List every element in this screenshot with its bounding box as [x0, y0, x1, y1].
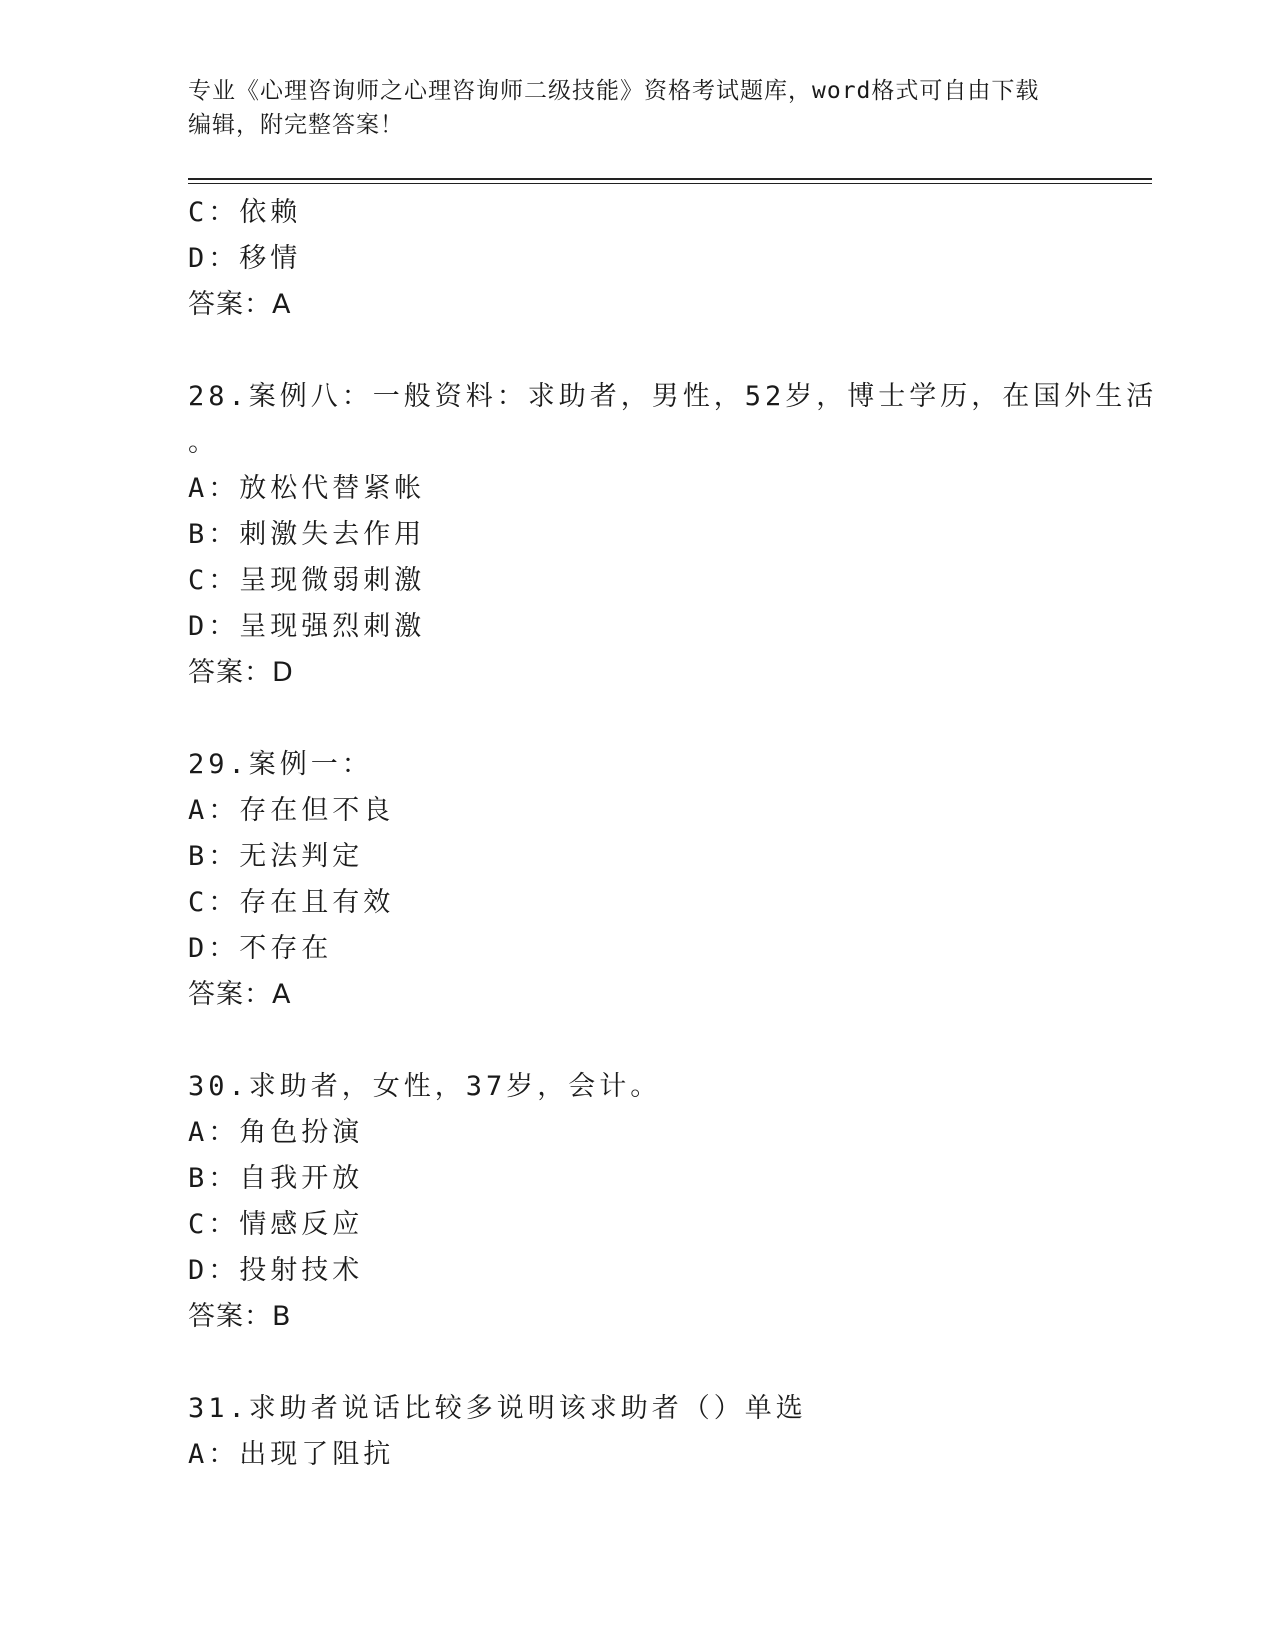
question-block-30: [188, 1064, 1088, 1340]
question-block-29: [188, 742, 1088, 1018]
question-text: 30.求助者，女性，37岁，会计。: [188, 1071, 662, 1102]
question-text: 31.求助者说话比较多说明该求助者（）单选: [188, 1393, 807, 1424]
header-divider-thick: [188, 178, 1152, 180]
option-d: D：移情: [188, 243, 302, 274]
option-b: B：刺激失去作用: [188, 519, 426, 550]
question-text: 29.案例一：: [188, 749, 373, 780]
option-a: A：出现了阻抗: [188, 1439, 395, 1470]
header-divider-thin: [188, 183, 1152, 184]
option-d: D：投射技术: [188, 1255, 364, 1286]
option-d: D：呈现强烈刺激: [188, 611, 426, 642]
question-text: 28.案例八：一般资料：求助者，男性，52岁，博士学历，在国外生活: [188, 381, 1158, 412]
option-a: A：放松代替紧帐: [188, 473, 426, 504]
question-block-28: [188, 374, 1158, 696]
option-d: D：不存在: [188, 933, 333, 964]
option-a: A：角色扮演: [188, 1117, 364, 1148]
question-block-31: [188, 1386, 1088, 1478]
option-b: B：自我开放: [188, 1163, 364, 1194]
option-c: C：依赖: [188, 197, 302, 228]
option-b: B：无法判定: [188, 841, 364, 872]
option-c: C：情感反应: [188, 1209, 364, 1240]
header-line-1: 专业《心理咨询师之心理咨询师二级技能》资格考试题库，word格式可自由下载: [188, 78, 1040, 104]
question-block-27: [188, 190, 1088, 328]
document-header: [188, 74, 1088, 142]
header-line-2: 编辑，附完整答案！: [188, 112, 404, 138]
question-list: [188, 190, 1158, 1478]
option-a: A：存在但不良: [188, 795, 395, 826]
question-text-continuation: 。: [188, 427, 219, 458]
option-c: C：存在且有效: [188, 887, 395, 918]
answer-line: 答案：B: [188, 1301, 292, 1332]
option-c: C：呈现微弱刺激: [188, 565, 426, 596]
answer-line: 答案：A: [188, 289, 292, 320]
answer-line: 答案：D: [188, 657, 294, 688]
answer-line: 答案：A: [188, 979, 292, 1010]
